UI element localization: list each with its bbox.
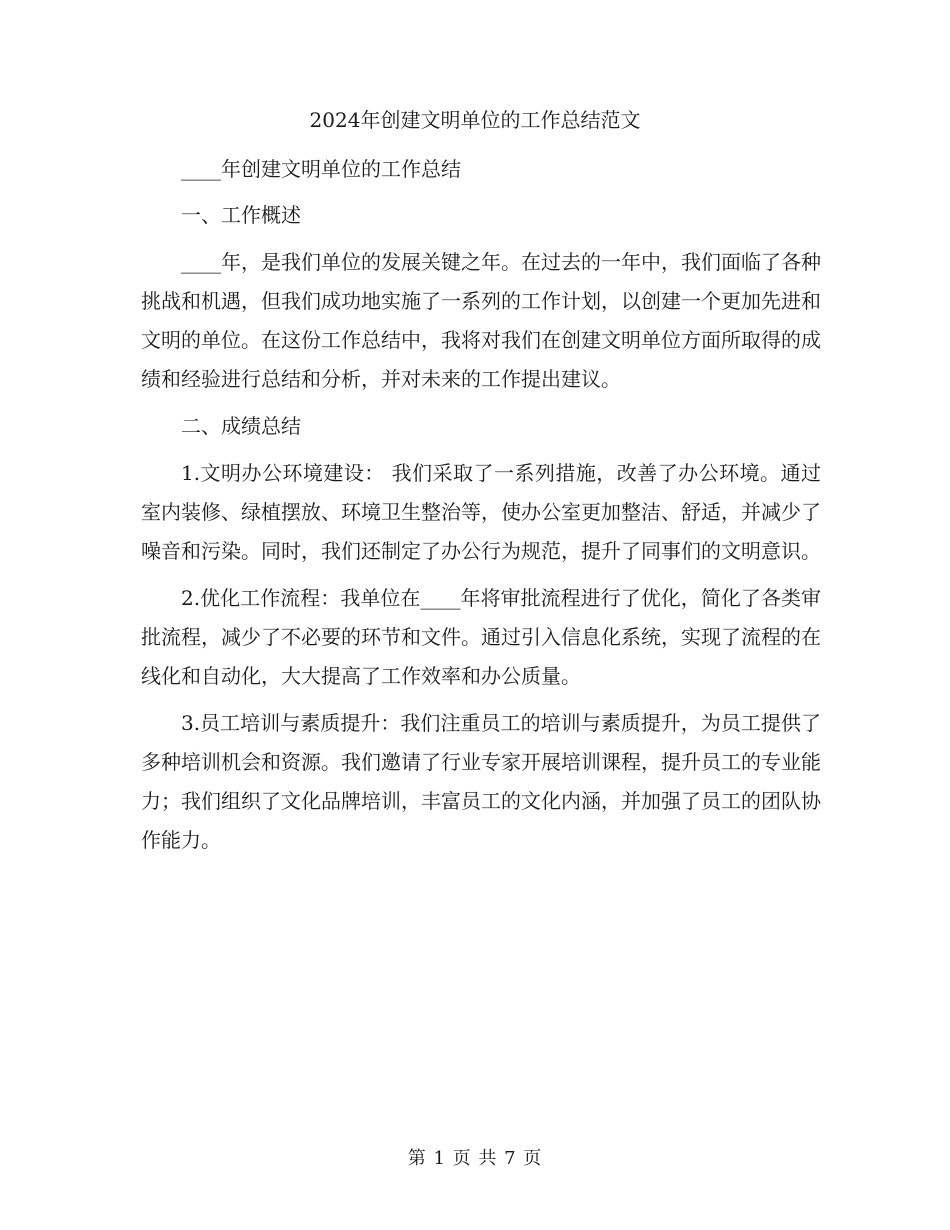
section-heading-overview: 一、工作概述: [181, 203, 301, 227]
page-number-footer: 第 1 页 共 7 页: [407, 1148, 543, 1169]
paragraph-item-1: 1.文明办公环境建设： 我们采取了一系列措施，改善了办公环境。通过室内装修、绿植摆放、环境卫生整治等，使办公室更加整洁、舒适，并减少了噪音和污染。同时，我们还制定了办公行为规范，提升了同事们的文明意识。: [141, 461, 821, 563]
section-heading-achievements: 二、成绩总结: [181, 414, 301, 438]
paragraph-overview: ____年，是我们单位的发展关键之年。在过去的一年中，我们面临了各种挑战和机遇，但我们成功地实施了一系列的工作计划，以创建一个更加先进和文明的单位。在这份工作总结中，我将对我们在创建文明单位方面所取得的成绩和经验进行总结和分析，并对未来的工作提出建议。: [141, 250, 821, 391]
paragraph-item-2: 2.优化工作流程：我单位在____年将审批流程进行了优化，简化了各类审批流程，减少了不必要的环节和文件。通过引入信息化系统，实现了流程的在线化和自动化，大大提高了工作效率和办公质量。: [141, 586, 821, 688]
subtitle-paragraph: ____年创建文明单位的工作总结: [181, 157, 461, 181]
document-body: [141, 150, 821, 860]
paragraph-item-3: 3.员工培训与素质提升：我们注重员工的培训与素质提升，为员工提供了多种培训机会和资源。我们邀请了行业专家开展培训课程，提升员工的专业能力；我们组织了文化品牌培训，丰富员工的文化内涵，并加强了员工的团队协作能力。: [141, 711, 821, 852]
document-title: 2024年创建文明单位的工作总结范文: [309, 108, 641, 132]
